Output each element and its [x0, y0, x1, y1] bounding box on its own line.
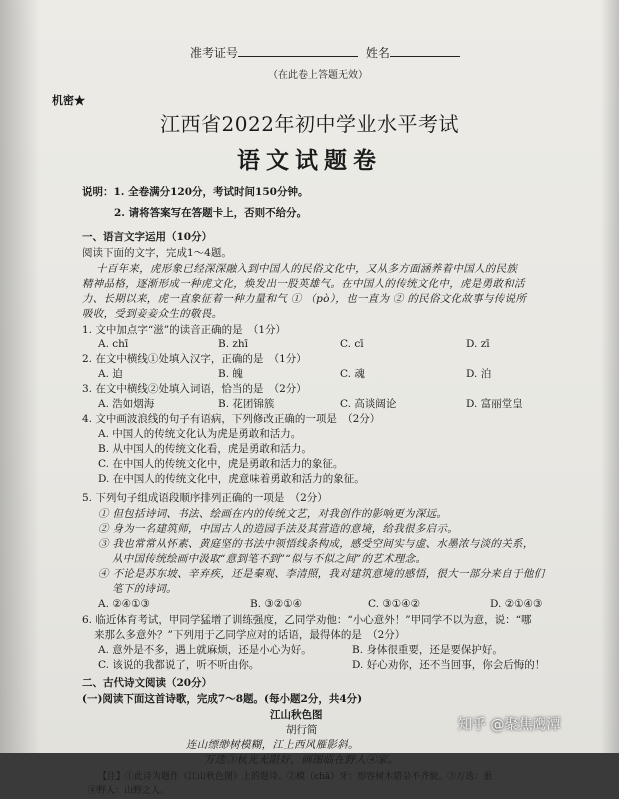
option: B. zhī — [218, 338, 249, 350]
option: B. 花团锦簇 — [218, 398, 275, 410]
poem-author: 胡行简 — [286, 724, 318, 736]
q5-item: ③ 我也常常从怀素、黄庭坚的书法中领悟线条构成，感受空间实与虚、水墨浓与淡的关系， — [98, 538, 534, 550]
section2-sub: (一)阅读下面这首诗歌，完成7～8题。(每小题2分，共4分) — [82, 693, 363, 705]
q5-item: ② 身为一名建筑师，中国古人的造园手法及其营造的意境，给我很多启示。 — [98, 523, 459, 535]
option: C. 魂 — [340, 368, 365, 380]
question-1: 1. 文中加点字“滋”的读音正确的是 （1分） — [82, 324, 287, 336]
section2-heading: 二、古代诗文阅读（20分） — [82, 677, 213, 689]
option: B. ③②①④ — [250, 598, 303, 610]
instruction-2: 2. 请将答案写在答题卡上，否则不给分。 — [114, 207, 308, 219]
question-6-cont: 来那么多意外？”下列用于乙同学应对的话语，最得体的是 （2分） — [94, 629, 406, 641]
exam-title: 江西省2022年初中学业水平考试 — [160, 112, 459, 136]
q5-item: ④ 不论是苏东坡、辛弃疾，还是秦观、李清照，我对建筑意境的感悟，很大一部分来自于他们 — [98, 568, 545, 580]
instruction-1: 说明：1. 全卷满分120分，考试时间150分钟。 — [82, 186, 309, 198]
question-2: 2. 在文中横线①处填入汉字，正确的是 （1分） — [82, 353, 307, 365]
q5-item: 笔下的诗词。 — [112, 583, 177, 595]
option: C. 该说的我都说了，听不听由你。 — [98, 659, 260, 671]
secret-mark: 机密★ — [52, 94, 85, 107]
option: B. 身体很重要，还是要保护好。 — [352, 644, 503, 656]
option: B. 魄 — [218, 368, 243, 380]
name-label: 姓名 — [365, 46, 390, 60]
question-4: 4. 文中画波浪线的句子有语病，下列修改正确的一项是 （2分） — [82, 413, 381, 425]
option: C. 在中国人的传统文化中，虎是勇敢和活力的象征。 — [98, 458, 344, 470]
question-5: 5. 下列句子组成语段顺序排列正确的一项是 （2分） — [82, 492, 328, 504]
poem-line: 万迭③秋光无限好，画图临在野人④家。 — [204, 754, 399, 766]
option: D. 好心劝你，还不当回事，你会后悔的！ — [352, 659, 546, 671]
exam-number-blank — [238, 46, 358, 57]
option: D. zī — [466, 338, 490, 350]
poem-title: 江山秋色图 — [270, 709, 323, 721]
question-3: 3. 在文中横线②处填入词语，恰当的是 （2分） — [82, 383, 307, 395]
passage-line: 精神品格，逐渐形成一种虎文化，焕发出一股英雄气。在中国人的传统文化中，虎是勇敢和活 — [82, 278, 525, 290]
poem-line: 连山缥缈树模糊，江上西风雁影斜。 — [186, 739, 359, 751]
q5-item: ① 但包括诗词、书法、绘画在内的传统文艺，对我创作的影响更为深远。 — [98, 508, 448, 520]
option: A. 中国人的传统文化认为虎是勇敢和活力。 — [98, 428, 302, 440]
option: B. 从中国人的传统文化看，虎是勇敢和活力。 — [98, 443, 312, 455]
option: A. 浩如烟海 — [98, 398, 155, 410]
option: A. chī — [98, 338, 129, 350]
option: D. 在中国人的传统文化中，虎意味着勇敢和活力的象征。 — [98, 473, 365, 485]
question-6: 6. 临近体育考试，甲同学猛增了训练强度，乙同学劝他：“小心意外！”甲同学不以为意，说：“哪 — [82, 614, 532, 626]
section1-intro: 阅读下面的文字，完成1～4题。 — [82, 247, 232, 259]
invalid-note: （在此卷上答题无效） — [268, 70, 368, 81]
poem-note: 【注】①此诗为题作《江山秋色图》上的题诗。②模（chā）牙：形容树木错杂不齐貌。③万迭：重 — [98, 772, 493, 782]
option: A. 迫 — [98, 368, 123, 380]
passage-line: 力、长期以来，虎一直象征着一种力量和气 ① （pò），也一直为 ② 的民俗文化故事与传说所 — [82, 293, 527, 305]
option: A. 意外是不多，遇上就麻烦，还是小心为好。 — [98, 644, 312, 656]
candidate-info-line — [190, 44, 460, 61]
option: C. 高谈阔论 — [340, 398, 397, 410]
option: D. 富丽堂皇 — [466, 398, 523, 410]
zhihu-watermark: 知乎 @聚焦鹰潭 — [458, 717, 561, 733]
section1-heading: 一、语言文字运用（10分） — [82, 231, 213, 243]
passage-line: 吸收，受到妾妾众生的敬畏。 — [82, 308, 223, 320]
exam-number-label: 准考证号 — [190, 46, 239, 60]
poem-note-2: ④野人：山野之人。 — [88, 786, 170, 796]
name-blank — [390, 46, 460, 57]
passage-line: 十百年来，虎形象已经深深融入到中国人的民俗文化中，又从多方面涵养着中国人的民族 — [96, 263, 518, 275]
option: D. 泊 — [466, 368, 492, 380]
option: A. ②④①③ — [98, 598, 150, 610]
q5-item: 从中国传统绘画中汲取“意到笔不到”“似与不似之间”的艺术理念。 — [112, 553, 427, 565]
exam-subtitle: 语文试题卷 — [237, 147, 382, 174]
option: C. ③①④② — [368, 598, 420, 610]
option: D. ②①④③ — [490, 598, 543, 610]
option: C. cī — [340, 338, 364, 350]
